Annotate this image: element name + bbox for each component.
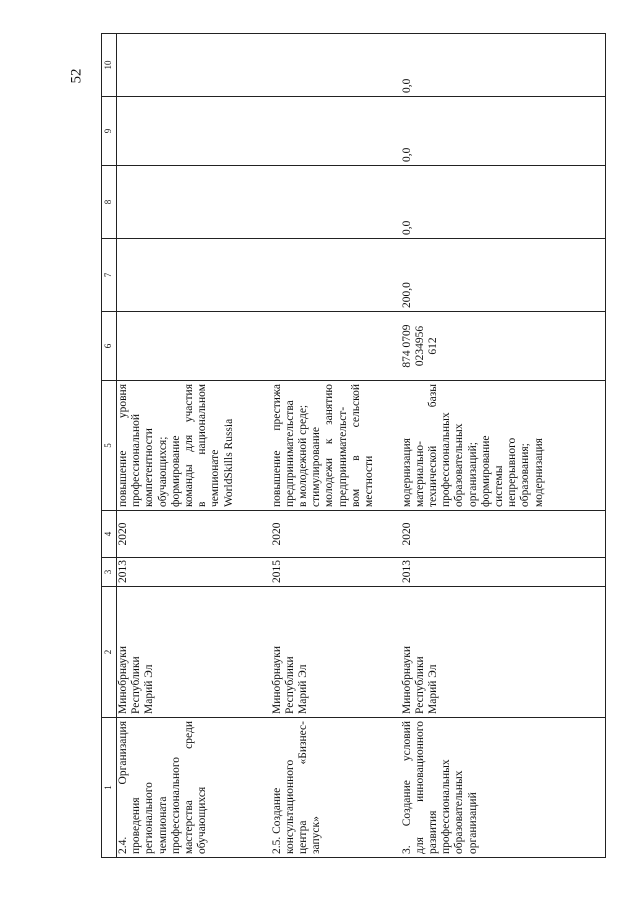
- program-table: [101, 33, 606, 858]
- column-header-3: 3: [102, 558, 117, 587]
- value-cell-9: [271, 97, 401, 166]
- end-year-cell: 2020: [271, 511, 401, 558]
- value-cell-9: 0,0: [401, 97, 606, 166]
- page-number: 52: [68, 68, 85, 84]
- value-cell-7: [117, 239, 271, 312]
- start-year-cell: 2013: [117, 558, 271, 587]
- kbk-line: 874 0709: [400, 324, 413, 368]
- value-cell-8: [271, 166, 401, 239]
- result-cell: повышение уровня профессиональной компетентности обучающихся; формирование команды для участия в национальном чемпионате WorldSkills Russia: [117, 381, 271, 511]
- kbk-cell: [117, 312, 271, 381]
- table-row: [271, 34, 401, 858]
- executor-cell: Минобрнауки Республики Марий Эл: [271, 587, 401, 718]
- value-cell-8: 0,0: [401, 166, 606, 239]
- column-header-4: 4: [102, 511, 117, 558]
- end-year-cell: 2020: [117, 511, 271, 558]
- kbk-line: 0234956: [413, 325, 426, 367]
- value-cell-10: 0,0: [401, 34, 606, 97]
- column-header-7: 7: [102, 239, 117, 312]
- rotated-table-container: [101, 34, 618, 858]
- value-cell-7: [271, 239, 401, 312]
- executor-cell: Минобрнауки Республики Марий Эл: [117, 587, 271, 718]
- measure-cell: 3. Создание условий для инновационного развития профессиональных образовательных организаций: [401, 718, 606, 858]
- column-header-6: 6: [102, 312, 117, 381]
- table-row: [117, 34, 271, 858]
- column-header-2: 2: [102, 587, 117, 718]
- table-row: [401, 34, 606, 858]
- column-header-10: 10: [102, 34, 117, 97]
- result-cell: повышение престижа предпринимательства в молодежной среде; стимулирование молодежи к занятию предпринимательст- вом в сельской местности: [271, 381, 401, 511]
- column-header-1: 1: [102, 718, 117, 858]
- kbk-line: 612: [426, 337, 439, 355]
- header-row: [102, 34, 117, 858]
- column-header-5: 5: [102, 381, 117, 511]
- value-cell-10: [271, 34, 401, 97]
- column-header-8: 8: [102, 166, 117, 239]
- end-year-cell: 2020: [401, 511, 606, 558]
- start-year-cell: 2015: [271, 558, 401, 587]
- measure-cell: 2.4. Организация проведения регионального чемпионата профессионального мастерства среди обучающихся: [117, 718, 271, 858]
- kbk-cell: [401, 312, 606, 381]
- value-cell-8: [117, 166, 271, 239]
- result-cell: модернизация материально- технической базы профессиональных образовательных организаций; формирование системы непрерывного образования; модернизация: [401, 381, 606, 511]
- value-cell-7: 200,0: [401, 239, 606, 312]
- value-cell-10: [117, 34, 271, 97]
- start-year-cell: 2013: [401, 558, 606, 587]
- executor-cell: Минобрнауки Республики Марий Эл: [401, 587, 606, 718]
- measure-cell: 2.5. Создание консультационного центра «Бизнес- запуск»: [271, 718, 401, 858]
- column-header-9: 9: [102, 97, 117, 166]
- value-cell-9: [117, 97, 271, 166]
- kbk-cell: [271, 312, 401, 381]
